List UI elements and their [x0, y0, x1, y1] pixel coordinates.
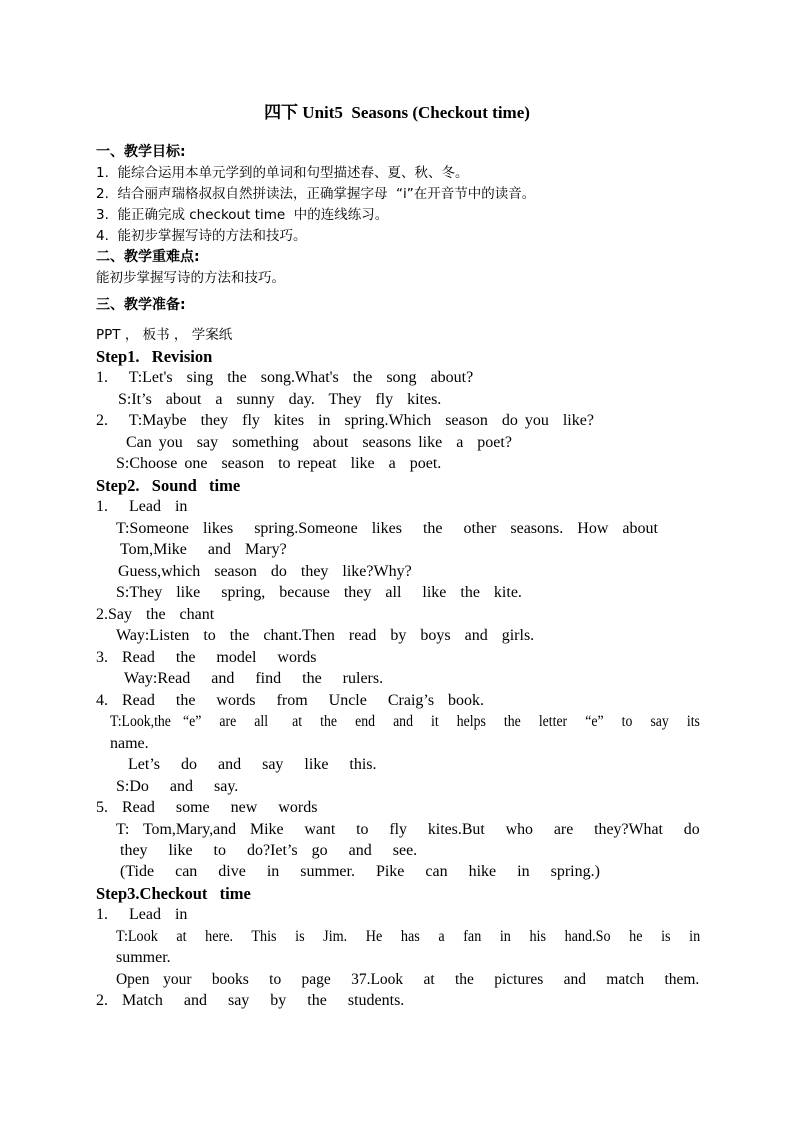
step3-heading: Step3.Checkout time: [96, 884, 251, 903]
step2-line: T:Someone likes spring.Someone likes the other seasons. How about: [116, 520, 658, 537]
step1-line: S:It’s about a sunny day. They fly kites.: [118, 391, 442, 408]
document-title: 四下 Unit5 Seasons (Checkout time): [264, 103, 530, 122]
key-points-text: 能初步掌握写诗的方法和技巧。: [96, 270, 285, 286]
step3-line: 2. Match and say by the students.: [96, 992, 405, 1009]
step2-line: Way:Listen to the chant.Then read by boys and girls.: [116, 627, 535, 644]
objective-item: 2. 结合丽声瑞格叔叔自然拼读法，正确掌握字母 “i”在开音节中的读音。: [96, 186, 536, 202]
step1-line: Can you say something about seasons like a poet?: [126, 434, 512, 451]
step2-line: (Tide can dive in summer. Pike can hike in spring.): [120, 863, 600, 880]
step2-line: 3. Read the model words: [96, 649, 317, 666]
step3-line: 1. Lead in: [96, 906, 188, 923]
step2-heading: Step2. Sound time: [96, 476, 241, 495]
step2-line: T:Look,the “e” are all at the end and it helps the letter “e” to say its: [110, 713, 700, 730]
step3-line: T:Look at here. This is Jim. He has a fan in his hand.So he is in: [116, 928, 701, 945]
step3-line: Open your books to page 37.Look at the pictures and match them.: [116, 971, 700, 988]
step2-line: Way:Read and find the rulers.: [124, 670, 384, 687]
objective-item: 3. 能正确完成 checkout time 中的连线练习。: [96, 207, 389, 223]
step1-line: 2. T:Maybe they fly kites in spring.Which season do you like?: [96, 412, 594, 429]
step1-line: 1. T:Let's sing the song.What's the song about?: [96, 369, 474, 386]
objective-item: 4. 能初步掌握写诗的方法和技巧。: [96, 228, 307, 244]
step2-line: S:They like spring, because they all like the kite.: [116, 584, 522, 601]
section-heading-objectives: 一、教学目标:: [96, 144, 186, 160]
step2-line: T: Tom,Mary,and Mike want to fly kites.But who are they?What do: [116, 821, 700, 838]
preparation-text: PPT ， 板书 ， 学案纸: [96, 327, 233, 343]
step2-line: name.: [110, 735, 149, 752]
step2-line: S:Do and say.: [116, 778, 239, 795]
step1-heading: Step1. Revision: [96, 347, 213, 366]
step2-line: 5. Read some new words: [96, 799, 318, 816]
step2-line: 2.Say the chant: [96, 606, 215, 623]
step3-line: summer.: [116, 949, 171, 966]
step2-line: 1. Lead in: [96, 498, 188, 515]
step1-line: S:Choose one season to repeat like a poet.: [116, 455, 442, 472]
step2-line: Tom,Mike and Mary?: [120, 541, 287, 558]
objective-item: 1. 能综合运用本单元学到的单词和句型描述春、夏、秋、冬。: [96, 165, 469, 181]
step2-line: 4. Read the words from Uncle Craig’s book.: [96, 692, 485, 709]
step2-line: they like to do?Iet’s go and see.: [120, 842, 418, 859]
step2-line: Let’s do and say like this.: [128, 756, 377, 773]
section-heading-key-points: 二、教学重难点:: [96, 249, 200, 265]
step2-line: Guess,which season do they like?Why?: [118, 563, 412, 580]
section-heading-preparation: 三、教学准备:: [96, 297, 186, 313]
